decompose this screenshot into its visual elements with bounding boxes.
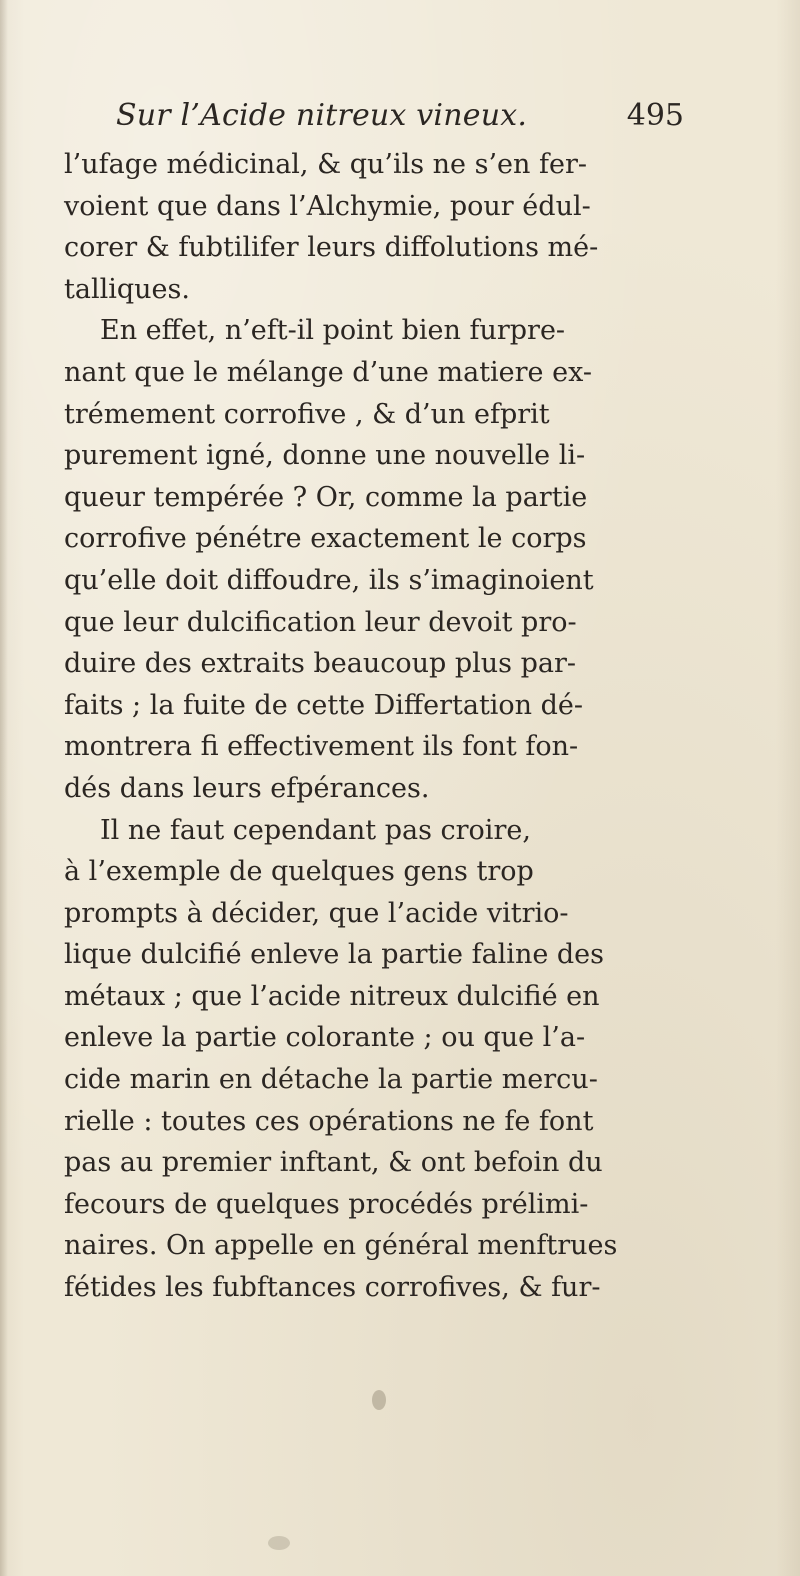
text-line: que leur dulcification leur devoit pro- [64,606,577,638]
text-line: prompts à décider, que l’acide vitrio- [64,897,569,929]
text-line: qu’elle doit diffoudre, ils s’imaginoient [64,564,594,596]
paper-smudge [372,1390,386,1410]
text-line: faits ; la fuite de cette Differtation dé- [64,689,584,721]
running-head [116,98,684,140]
text-line: dés dans leurs efpérances. [64,772,430,804]
paper-smudge [268,1536,290,1550]
text-line: corer & fubtilifer leurs diffolutions mé- [64,232,599,264]
page-number: 495 [626,98,684,133]
text-line-paragraph-start: Il ne faut cependant pas croire, [100,814,531,846]
text-line: rielle : toutes ces opérations ne fe font [64,1105,594,1137]
text-line: talliques. [64,273,190,305]
text-line: fecours de quelques procédés prélimi- [64,1188,589,1220]
text-line: purement igné, donne une nouvelle li- [64,440,586,472]
text-line: voient que dans l’Alchymie, pour édul- [64,190,591,222]
text-line: cide marin en détache la partie mercu- [64,1064,598,1096]
text-line: fétides les fubftances corrofives, & fur- [64,1272,601,1304]
text-line: trémement corrofive , & d’un efprit [64,398,550,430]
text-line: à l’exemple de quelques gens trop [64,856,534,888]
text-line: corrofive pénétre exactement le corps [64,523,587,555]
text-line: métaux ; que l’acide nitreux dulcifié en [64,980,600,1012]
text-line: l’ufage médicinal, & qu’ils ne s’en fer- [64,149,588,180]
text-line-paragraph-start: En effet, n’eft-il point bien furpre- [100,315,566,347]
running-title: Sur l’Acide nitreux vineux. [116,98,528,133]
text-line: duire des extraits beaucoup plus par- [64,648,576,680]
text-line: pas au premier inftant, & ont befoin du [64,1147,603,1179]
text-line: enleve la partie colorante ; ou que l’a- [64,1022,586,1054]
text-line: nant que le mélange d’une matiere ex- [64,356,592,388]
body-text [64,144,618,1309]
text-line: queur tempérée ? Or, comme la partie [64,481,588,513]
text-line: naires. On appelle en général menftrues [64,1230,618,1262]
scan-edge-shadow [0,0,8,1576]
text-line: lique dulcifié enleve la partie faline des [64,939,605,971]
text-line: montrera fi effectivement ils font fon- [64,731,579,763]
